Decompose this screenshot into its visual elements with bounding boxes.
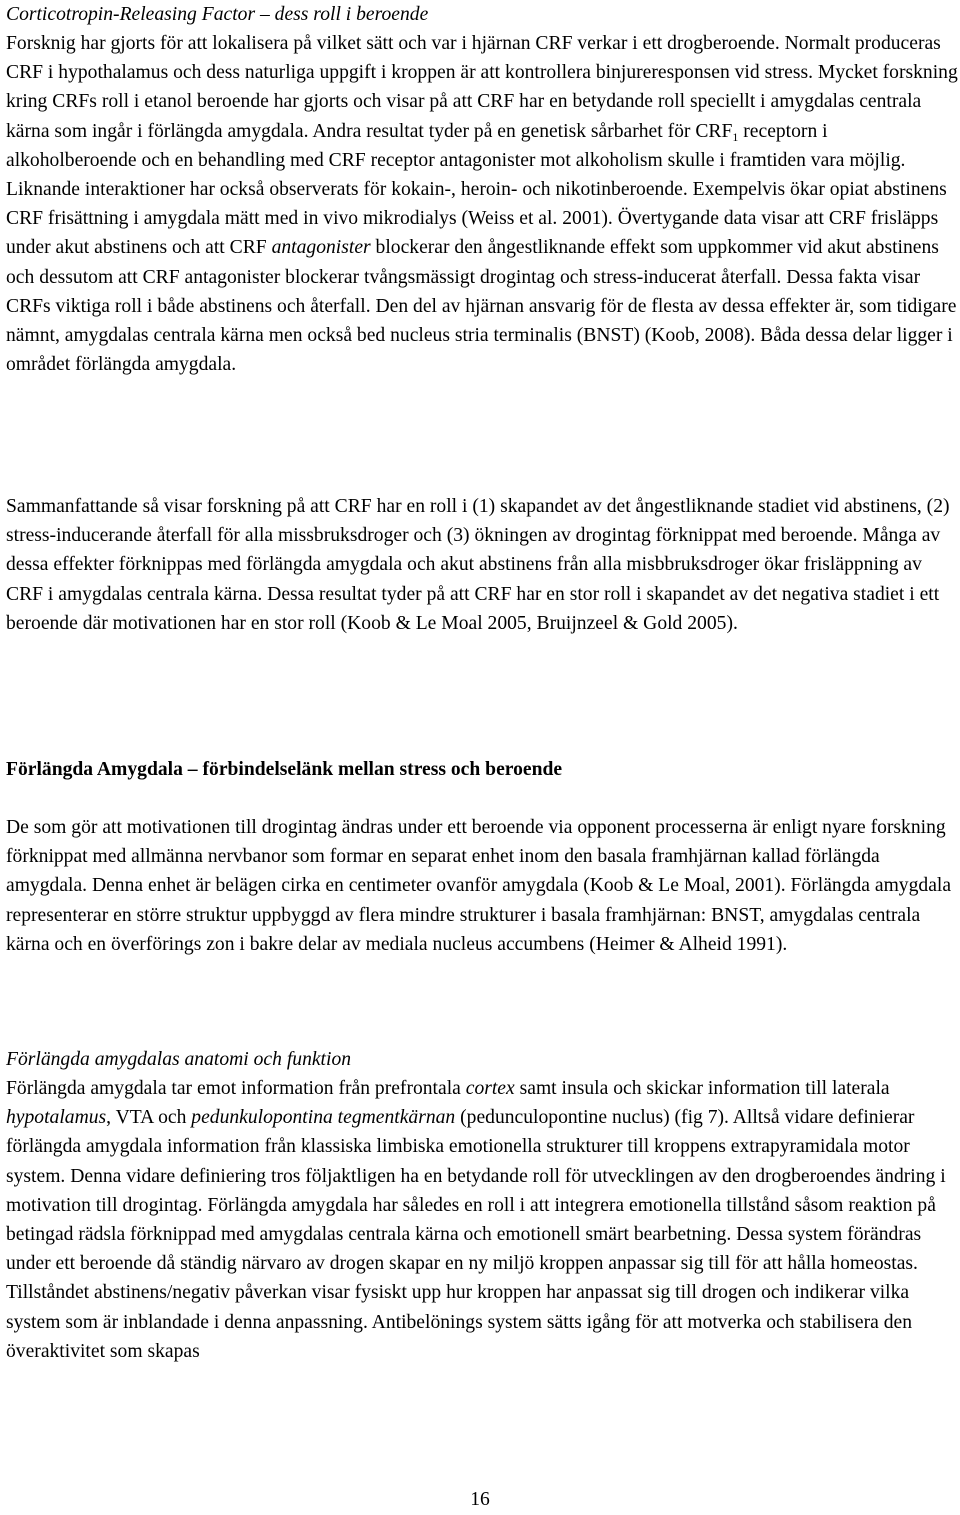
page-number: 16 — [470, 1489, 490, 1510]
paragraph-text: blockerar den ångestliknande effekt som uppkommer vid akut abstinens och dessutom att CRF antagonister blockerar tvångsmässigt drogintag och stress-inducerat återfall. Dessa fakta visar CRFs viktiga roll i både abstinens och återfall. Den del av hjärnan ansvarig för de flesta av dessa effekter är, som tidigare nämnt, amygdalas centrala kärna men också bed nucleus stria terminalis (BNST) (Koob, 2008). Båda dessa delar ligger i området förlängda amygdala. — [6, 237, 957, 376]
emphasis-tegmentkarnan: pedunkulopontina tegmentkärnan — [191, 1107, 456, 1129]
emphasis-antagonister: antagonister — [271, 237, 371, 259]
paragraph-extended-amygdala: De som gör att motivationen till drogintag ändras under ett beroende via opponent processerna är enligt nyare forskning förknippat med allmänna nervbanor som formar en separat enhet inom den basala framhjärnan kallad förlängda amygdala. Denna enhet är belägen cirka en centimeter ovanför amygdala (Koob & Le Moal, 2001). Förlängda amygdala representerar en större struktur uppbyggd av flera mindre strukturer i basala framhjärnan: BNST, amygdalas centrala kärna och en överförings zon i bakre delar av mediala nucleus accumbens (Heimer & Alheid 1991). — [6, 817, 952, 955]
paragraph-summary: Sammanfattande så visar forskning på att CRF har en roll i (1) skapandet av det ångestliknande stadiet vid abstinens, (2) stress-inducerande återfall för alla missbruksdroger och (3) ökningen av drogintag förknippat med beroende. Många av dessa effekter förknippas med förlängda amygdala och akut abstinens från alla misbbruksdroger ökar frisläppning av CRF i amygdalas centrala kärna. Dessa resultat tyder på att CRF har en stor roll i skapandet av det negativa stadiet i ett beroende där motivationen har en stor roll (Koob & Le Moal 2005, Bruijnzeel & Gold 2005). — [6, 496, 950, 634]
section-heading-extended-amygdala: Förlängda Amygdala – förbindelselänk mellan stress och beroende — [6, 759, 563, 780]
paragraph-text: samt insula och skickar information till laterala — [514, 1078, 890, 1099]
paragraph-text: receptorn i alkoholberoende och en behandling med CRF receptor antagonister mot alkoholism skulle i framtiden vara möjlig. Liknande interaktioner har också observerats för kokain-, heroin- och nikotinberoende. Exempelvis ökar opiat abstinens CRF frisättning i amygdala mätt med in vivo mikrodialys (Weiss et al. 2001). Övertygande data visar att CRF frisläpps under akut abstinens och att CRF — [6, 120, 947, 259]
paragraph-text: (pedunculopontine nuclus) (fig 7). Alltså vidare definierar förlängda amygdala information från klassiska limbiska emotionella strukturer till kroppens extrapyramidala motor system. Denna vidare definiering tros följaktligen ha en betydande roll för utvecklingen av den drogberoendes ändring i motivation till drogintag. Förlängda amygdala har således en roll i att integrera emotionella tillstånd såsom reaktion på betingad rädsla förknippad med amygdalas centrala kärna och emotionell smärt bearbetning. Dessa system förändras under ett beroende då ständig närvaro av drogen skapar en ny miljö kroppen anpassar sig till för att hålla homeostas. Tillståndet abstinens/negativ påverkan visar fysiskt upp hur kroppen har anpassat sig till drogen och indikerar vilka system som är inblandade i denna anpassning. Antibelönings system sätts igång för att motverka och stabilisera den överaktivitet som skapas — [6, 1107, 946, 1362]
paragraph-crf-role — [6, 29, 958, 379]
emphasis-hypotalamus: hypotalamus — [6, 1107, 107, 1129]
section-heading-anatomy: Förlängda amygdalas anatomi och funktion — [6, 1049, 352, 1070]
paragraph-text: Förlängda amygdala tar emot information från prefrontala — [6, 1078, 466, 1099]
subscript: 1 — [732, 129, 739, 144]
section-heading-crf: Corticotropin-Releasing Factor – dess roll i beroende — [6, 4, 429, 25]
paragraph-text: Forsknig har gjorts för att lokalisera på vilket sätt och var i hjärnan CRF verkar i ett drogberoende. Normalt produceras CRF i hypothalamus och dess naturliga uppgift i kroppen är att kontrollera binjureresponsen vid stress. Mycket forskning kring CRFs roll i etanol beroende har gjorts och visar på att CRF har en betydande roll speciellt i amygdalas centrala kärna som ingår i förlängda amygdala. Andra resultat tyder på en genetisk sårbarhet för CRF — [6, 33, 958, 142]
paragraph-text: , VTA och — [106, 1107, 192, 1129]
emphasis-cortex: cortex — [465, 1078, 515, 1099]
paragraph-anatomy — [6, 1074, 958, 1366]
